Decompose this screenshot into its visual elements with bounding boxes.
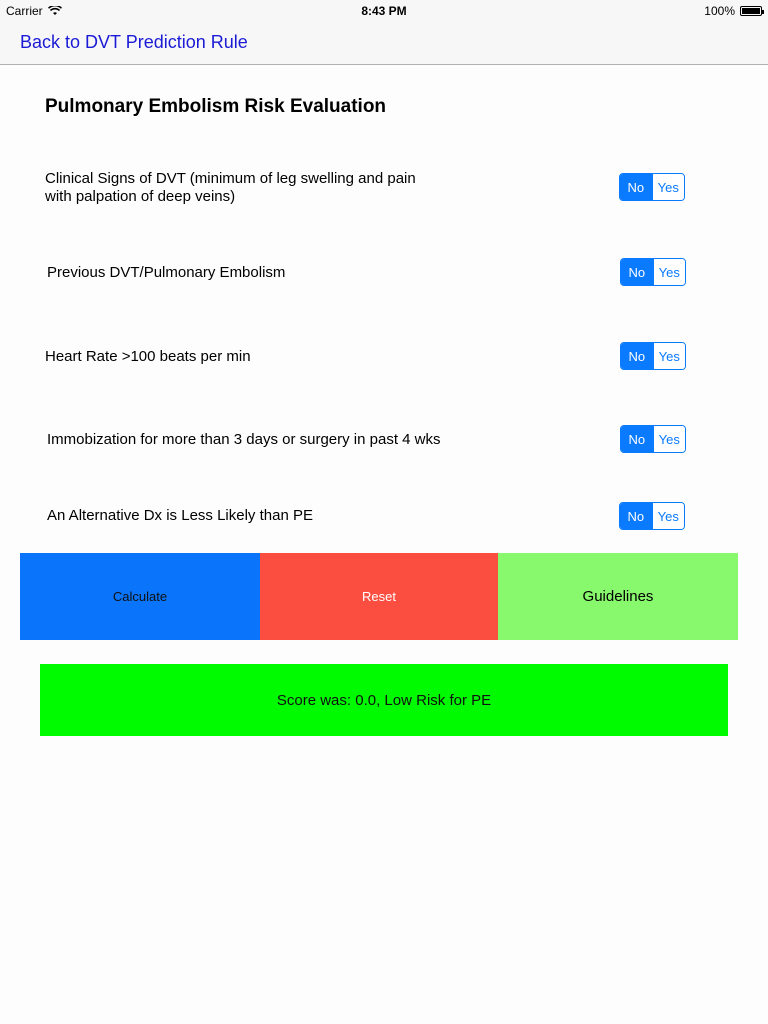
option-no[interactable]: No <box>621 426 653 452</box>
battery-icon <box>740 6 762 16</box>
reset-button[interactable]: Reset <box>260 553 498 640</box>
question-label: Heart Rate >100 beats per min <box>45 348 251 365</box>
navigation-bar <box>0 22 768 65</box>
option-yes[interactable]: Yes <box>652 503 685 529</box>
segmented-control-heart-rate[interactable] <box>620 342 686 370</box>
status-time: 8:43 PM <box>361 4 407 18</box>
option-yes[interactable]: Yes <box>653 259 686 285</box>
option-yes[interactable]: Yes <box>653 343 686 369</box>
segmented-control-immobilization[interactable] <box>620 425 686 453</box>
status-bar <box>0 0 768 22</box>
segmented-control-clinical-signs[interactable] <box>619 173 685 201</box>
carrier-label: Carrier <box>6 4 43 18</box>
calculate-button[interactable]: Calculate <box>20 553 260 640</box>
segmented-control-alternative-dx[interactable] <box>619 502 685 530</box>
option-no[interactable]: No <box>621 259 653 285</box>
option-yes[interactable]: Yes <box>653 426 686 452</box>
score-result-text: Score was: 0.0, Low Risk for PE <box>276 691 492 709</box>
question-label: Clinical Signs of DVT (minimum of leg swelling and pain <box>45 170 416 187</box>
question-immobilization <box>47 431 477 449</box>
option-no[interactable]: No <box>621 343 653 369</box>
option-no[interactable]: No <box>620 174 652 200</box>
battery-indicator <box>704 4 762 18</box>
option-no[interactable]: No <box>620 503 652 529</box>
guidelines-button[interactable]: Guidelines <box>498 553 738 640</box>
battery-percent: 100% <box>704 4 735 18</box>
question-clinical-signs <box>45 170 475 206</box>
question-label: Immobization for more than 3 days or surgery in past 4 wks <box>47 431 441 448</box>
question-heart-rate <box>45 348 475 366</box>
segmented-control-previous-dvt[interactable] <box>620 258 686 286</box>
option-yes[interactable]: Yes <box>652 174 685 200</box>
question-label: An Alternative Dx is Less Likely than PE <box>47 507 313 524</box>
question-previous-dvt <box>47 264 477 282</box>
question-label-line2: with palpation of deep veins) <box>45 188 236 205</box>
question-label: Previous DVT/Pulmonary Embolism <box>47 264 286 281</box>
action-buttons <box>20 553 738 640</box>
question-alternative-dx <box>47 507 477 525</box>
page-title: Pulmonary Embolism Risk Evaluation <box>45 96 387 117</box>
back-button[interactable]: Back to DVT Prediction Rule <box>20 32 248 52</box>
score-result-banner <box>40 664 728 736</box>
